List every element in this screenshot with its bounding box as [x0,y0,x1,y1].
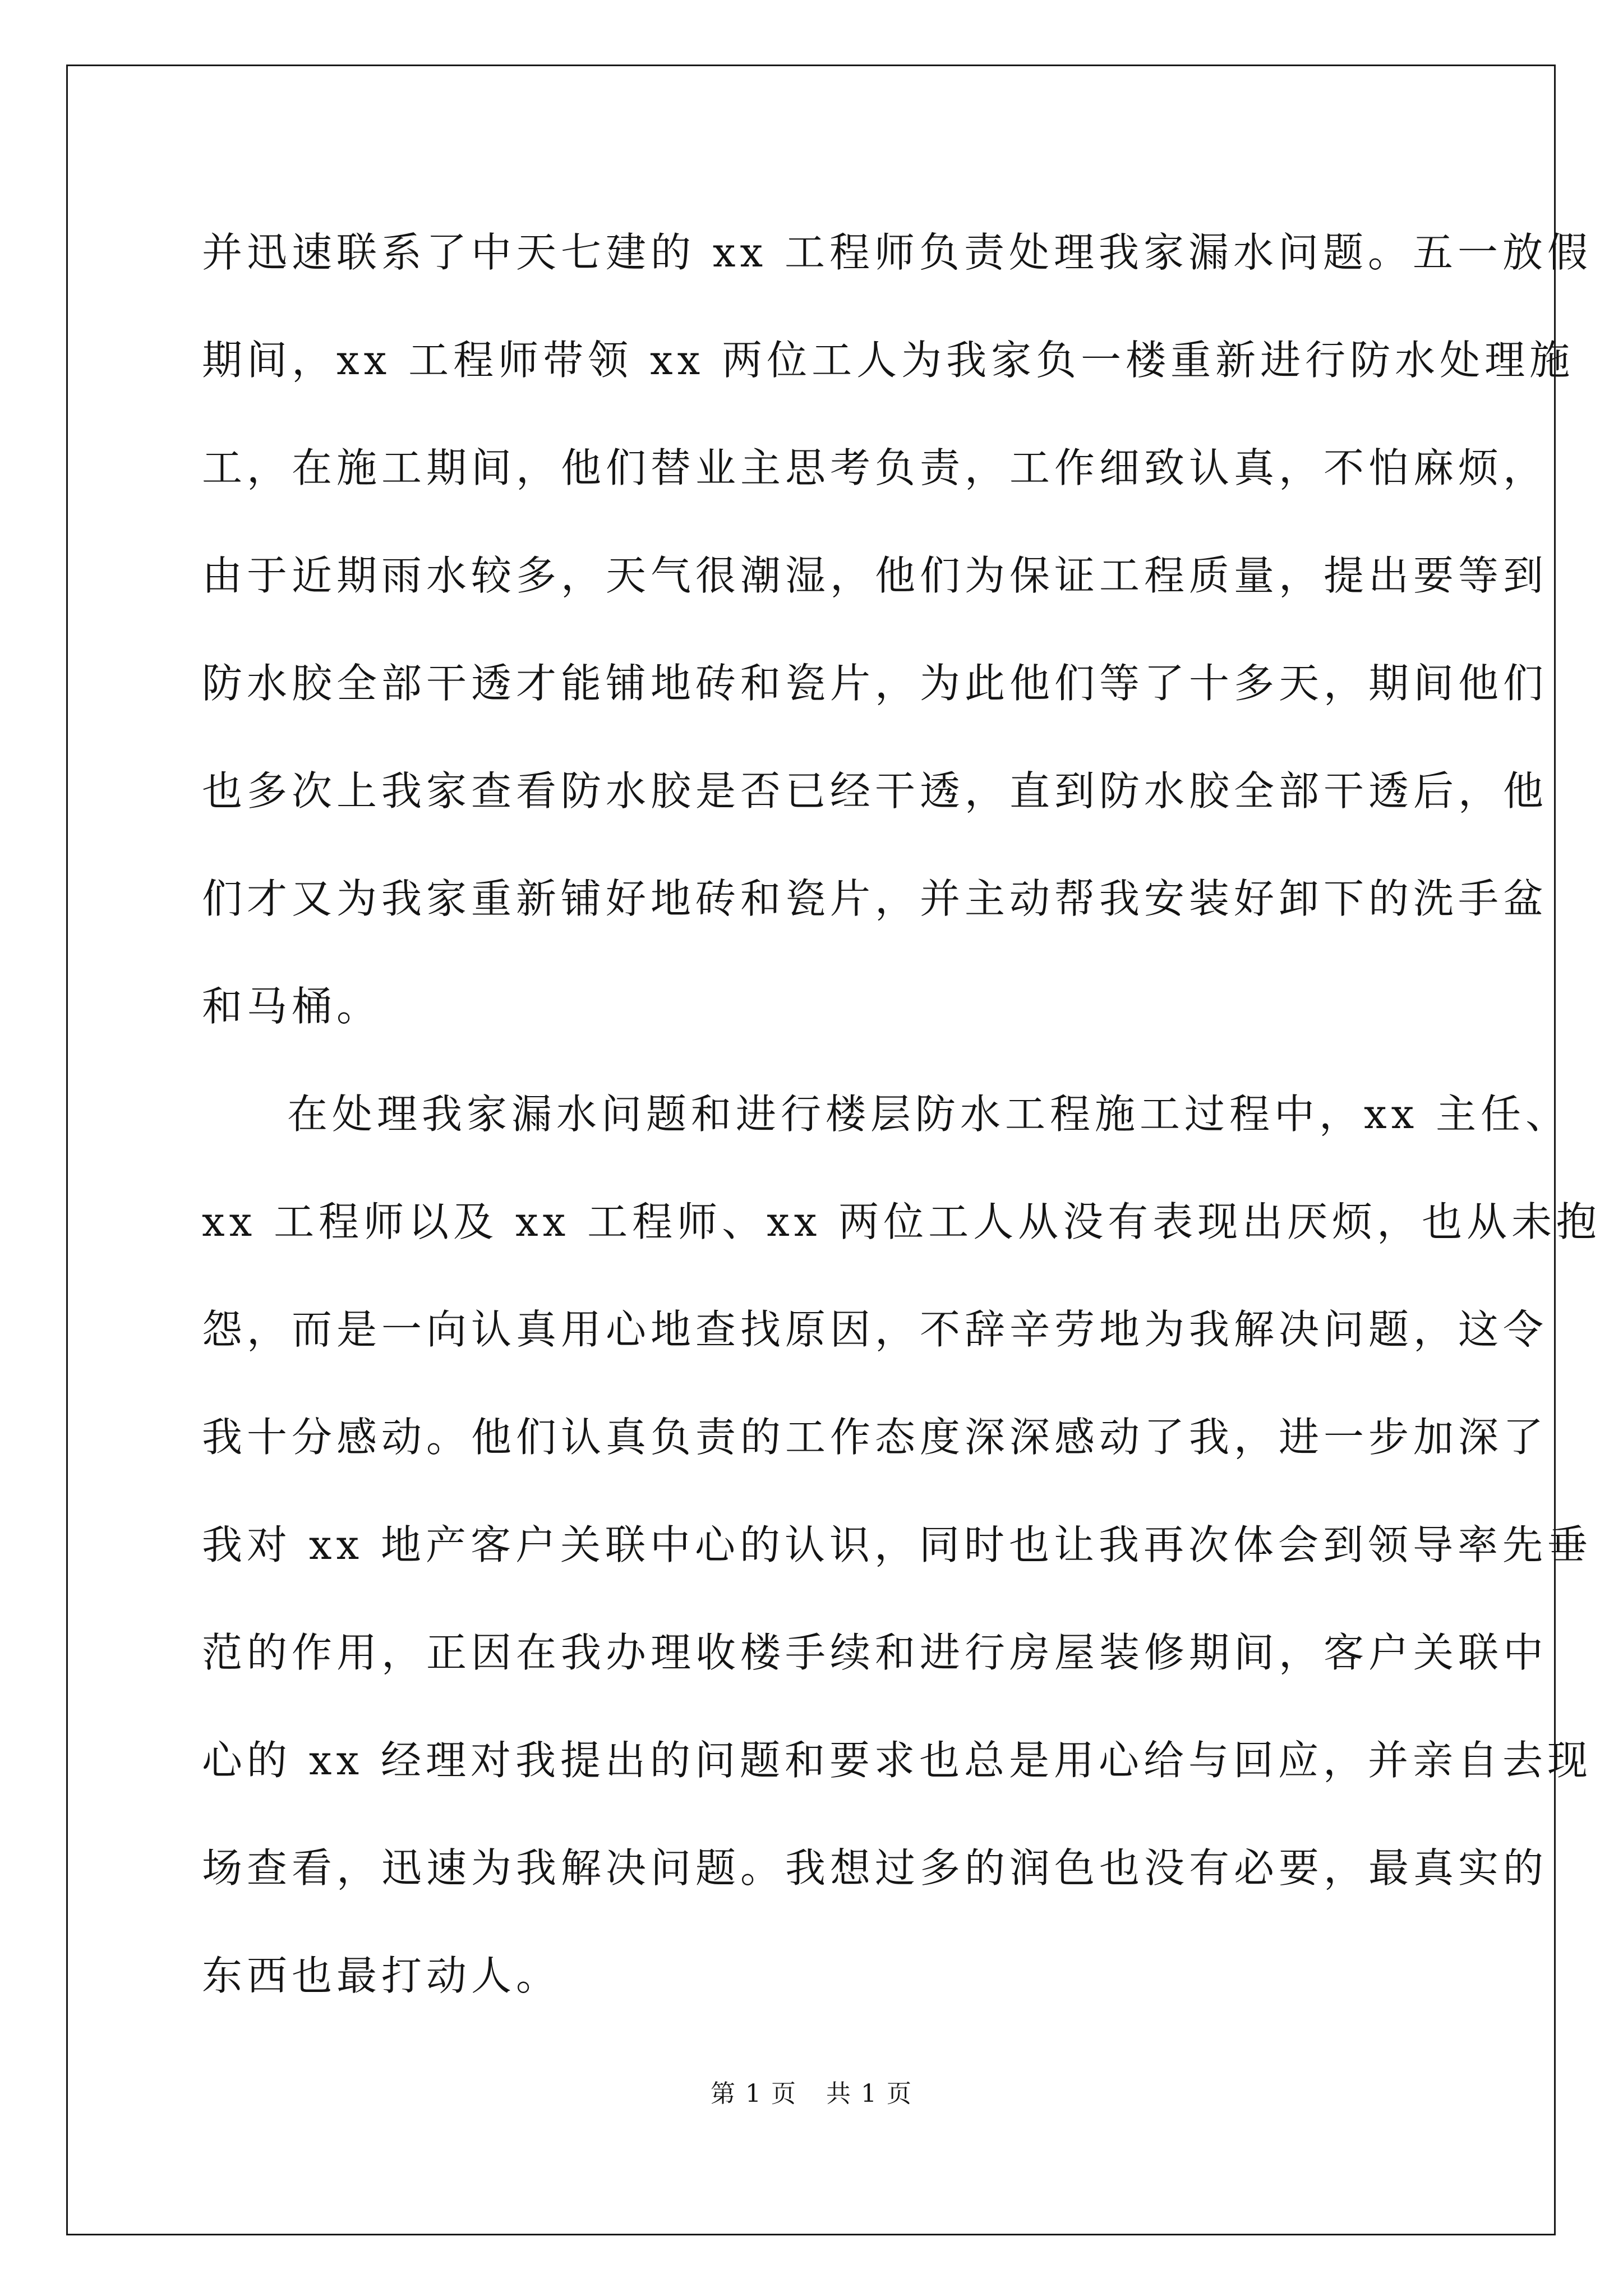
text-line: 场查看，迅速为我解决问题。我想过多的润色也没有必要，最真实的 [202,1844,1548,1892]
text-line: 和马桶。 [202,983,382,1030]
text-line: 由于近期雨水较多，天气很潮湿，他们为保证工程质量，提出要等到 [202,552,1548,599]
page-border [66,65,1602,2235]
text-line: 也多次上我家查看防水胶是否已经干透，直到防水胶全部干透后，他 [202,767,1548,815]
text-line: 范的作用，正因在我办理收楼手续和进行房屋装修期间，客户关联中 [202,1629,1548,1676]
text-line: 东西也最打动人。 [202,1952,561,1999]
text-line: 防水胶全部干透才能铺地砖和瓷片，为此他们等了十多天，期间他们 [202,660,1548,707]
text-line: 我十分感动。他们认真负责的工作态度深深感动了我，进一步加深了 [202,1414,1548,1461]
text-line: 期间，xx 工程师带领 xx 两位工人为我家负一楼重新进行防水处理施 [202,337,1575,384]
text-line: 心的 xx 经理对我提出的问题和要求也总是用心给与回应，并亲自去现 [202,1737,1592,1784]
page-number-total: 共 1 页 [826,2079,912,2108]
page-number-current: 第 1 页 [711,2079,797,2108]
text-line: 工，在施工期间，他们替业主思考负责，工作细致认真，不怕麻烦， [202,444,1548,491]
text-line: 怨，而是一向认真用心地查找原因，不辞辛劳地为我解决问题，这令 [202,1306,1548,1353]
text-line: xx 工程师以及 xx 工程师、xx 两位工人从没有表现出厌烦，也从未抱 [202,1198,1602,1245]
paragraph-first-line: 在处理我家漏水问题和进行楼层防水工程施工过程中，xx 主任、 [287,1091,1571,1138]
text-line: 们才又为我家重新铺好地砖和瓷片，并主动帮我安装好卸下的洗手盆 [202,875,1548,922]
text-line: 我对 xx 地产客户关联中心的认识，同时也让我再次体会到领导率先垂 [202,1521,1592,1568]
page-footer [0,2078,1623,2110]
text-line: 并迅速联系了中天七建的 xx 工程师负责处理我家漏水问题。五一放假 [202,229,1592,276]
